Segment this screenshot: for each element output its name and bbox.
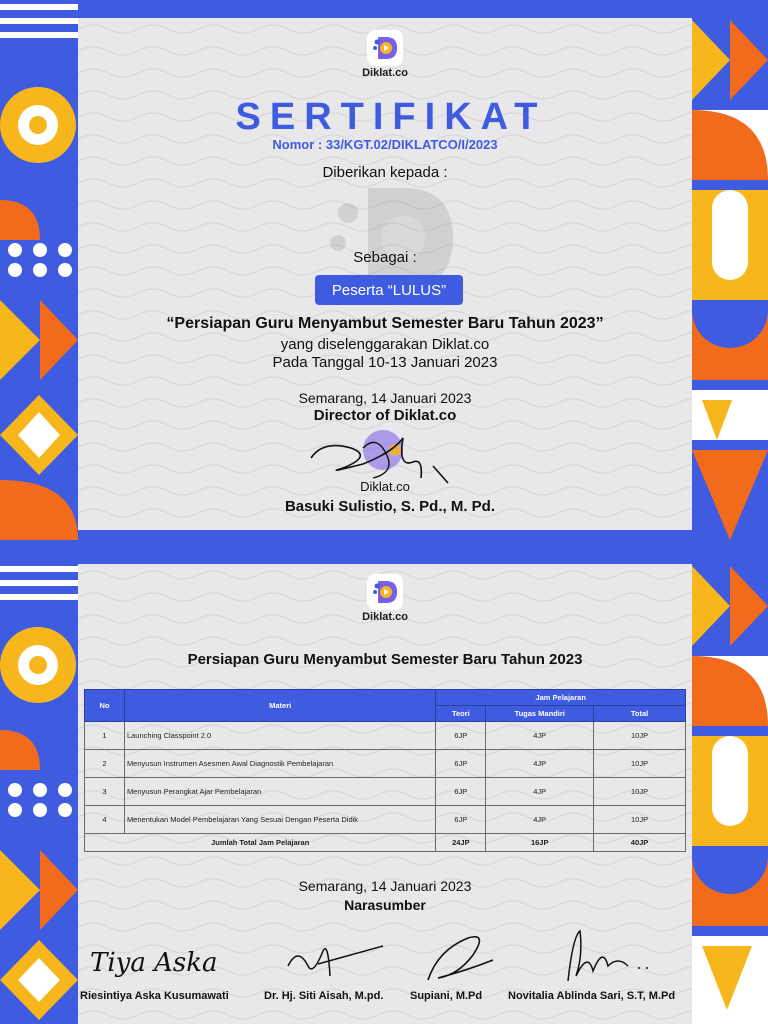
row-materi: Menentukan Model Pembelajaran Yang Sesuai Dengan Peserta Didik bbox=[124, 806, 435, 834]
row-total: 10JP bbox=[594, 722, 686, 750]
row-teori: 6JP bbox=[436, 722, 486, 750]
total-tugas: 16JP bbox=[486, 834, 594, 852]
header-jam: Jam Pelajaran bbox=[436, 690, 686, 706]
speakers-title: Narasumber bbox=[344, 897, 426, 913]
diklat-logo-icon bbox=[367, 574, 403, 610]
lesson-hours-table bbox=[84, 689, 686, 852]
header-teori: Teori bbox=[436, 706, 486, 722]
row-teori: 6JP bbox=[436, 778, 486, 806]
brand-logo bbox=[362, 30, 408, 79]
logo-name: Diklat.co bbox=[362, 67, 408, 79]
total-label: Jumlah Total Jam Pelajaran bbox=[85, 834, 436, 852]
row-no: 2 bbox=[85, 750, 125, 778]
table-row bbox=[85, 750, 686, 778]
total-row bbox=[85, 834, 686, 852]
transcript-heading: Persiapan Guru Menyambut Semester Baru Tahun 2023 bbox=[187, 651, 583, 668]
director-title: Director of Diklat.co bbox=[313, 407, 457, 424]
row-tugas: 4JP bbox=[486, 750, 594, 778]
speaker-2: Dr. Hj. Siti Aisah, M.pd. bbox=[264, 990, 384, 1002]
table-row bbox=[85, 778, 686, 806]
signature-2 bbox=[278, 936, 388, 986]
total-total: 40JP bbox=[594, 834, 686, 852]
signature-3 bbox=[418, 930, 498, 990]
row-total: 10JP bbox=[594, 750, 686, 778]
speaker-3: Supiani, M.Pd bbox=[410, 990, 483, 1002]
row-materi: Menyusun Perangkat Ajar Pembelajaran bbox=[124, 778, 435, 806]
row-no: 1 bbox=[85, 722, 125, 750]
header-no: No bbox=[85, 690, 125, 722]
certificate-page bbox=[78, 18, 692, 530]
event-date: Pada Tanggal 10-13 Januari 2023 bbox=[272, 354, 498, 371]
total-teori: 24JP bbox=[436, 834, 486, 852]
role-badge: Peserta “LULUS” bbox=[315, 275, 463, 305]
stamp-text: Diklat.co bbox=[360, 479, 410, 494]
header-materi: Materi bbox=[124, 690, 435, 722]
place-date: Semarang, 14 Januari 2023 bbox=[298, 390, 472, 406]
transcript-page bbox=[78, 564, 692, 1024]
place-date-2: Semarang, 14 Januari 2023 bbox=[298, 878, 472, 894]
row-teori: 6JP bbox=[436, 806, 486, 834]
row-tugas: 4JP bbox=[486, 722, 594, 750]
organizer-text: yang diselenggarakan Diklat.co bbox=[280, 336, 490, 353]
diklat-logo-icon bbox=[367, 30, 403, 66]
row-teori: 6JP bbox=[436, 750, 486, 778]
header-tugas: Tugas Mandiri bbox=[486, 706, 594, 722]
header-total: Total bbox=[594, 706, 686, 722]
speaker-4: Novitalia Ablinda Sari, S.T, M.Pd bbox=[508, 990, 676, 1002]
table-row bbox=[85, 806, 686, 834]
event-title: “Persiapan Guru Menyambut Semester Baru Tahun 2023” bbox=[166, 315, 604, 332]
certificate-number: Nomor : 33/KGT.02/DIKLATCO/I/2023 bbox=[272, 137, 498, 152]
speaker-1: Riesintiya Aska Kusumawati bbox=[80, 990, 229, 1002]
logo-name: Diklat.co bbox=[362, 611, 408, 623]
as-label: Sebagai : bbox=[353, 249, 417, 266]
signature-4 bbox=[548, 926, 658, 986]
row-materi: Menyusun Instrumen Asesmen Awal Diagnostik Pembelajaran bbox=[124, 750, 435, 778]
row-total: 10JP bbox=[594, 778, 686, 806]
row-tugas: 4JP bbox=[486, 778, 594, 806]
left-decorative-strip bbox=[0, 0, 78, 1024]
certificate-title: SERTIFIKAT bbox=[235, 96, 547, 138]
table-row bbox=[85, 722, 686, 750]
brand-logo-2 bbox=[362, 574, 408, 623]
right-decorative-strip bbox=[692, 0, 768, 1024]
signature-1: Tiya Aska bbox=[90, 948, 218, 978]
row-no: 3 bbox=[85, 778, 125, 806]
given-to-label: Diberikan kepada : bbox=[322, 164, 448, 181]
row-tugas: 4JP bbox=[486, 806, 594, 834]
row-total: 10JP bbox=[594, 806, 686, 834]
row-materi: Launching Classpoint 2.0 bbox=[124, 722, 435, 750]
row-no: 4 bbox=[85, 806, 125, 834]
director-name: Basuki Sulistio, S. Pd., M. Pd. bbox=[284, 498, 496, 515]
